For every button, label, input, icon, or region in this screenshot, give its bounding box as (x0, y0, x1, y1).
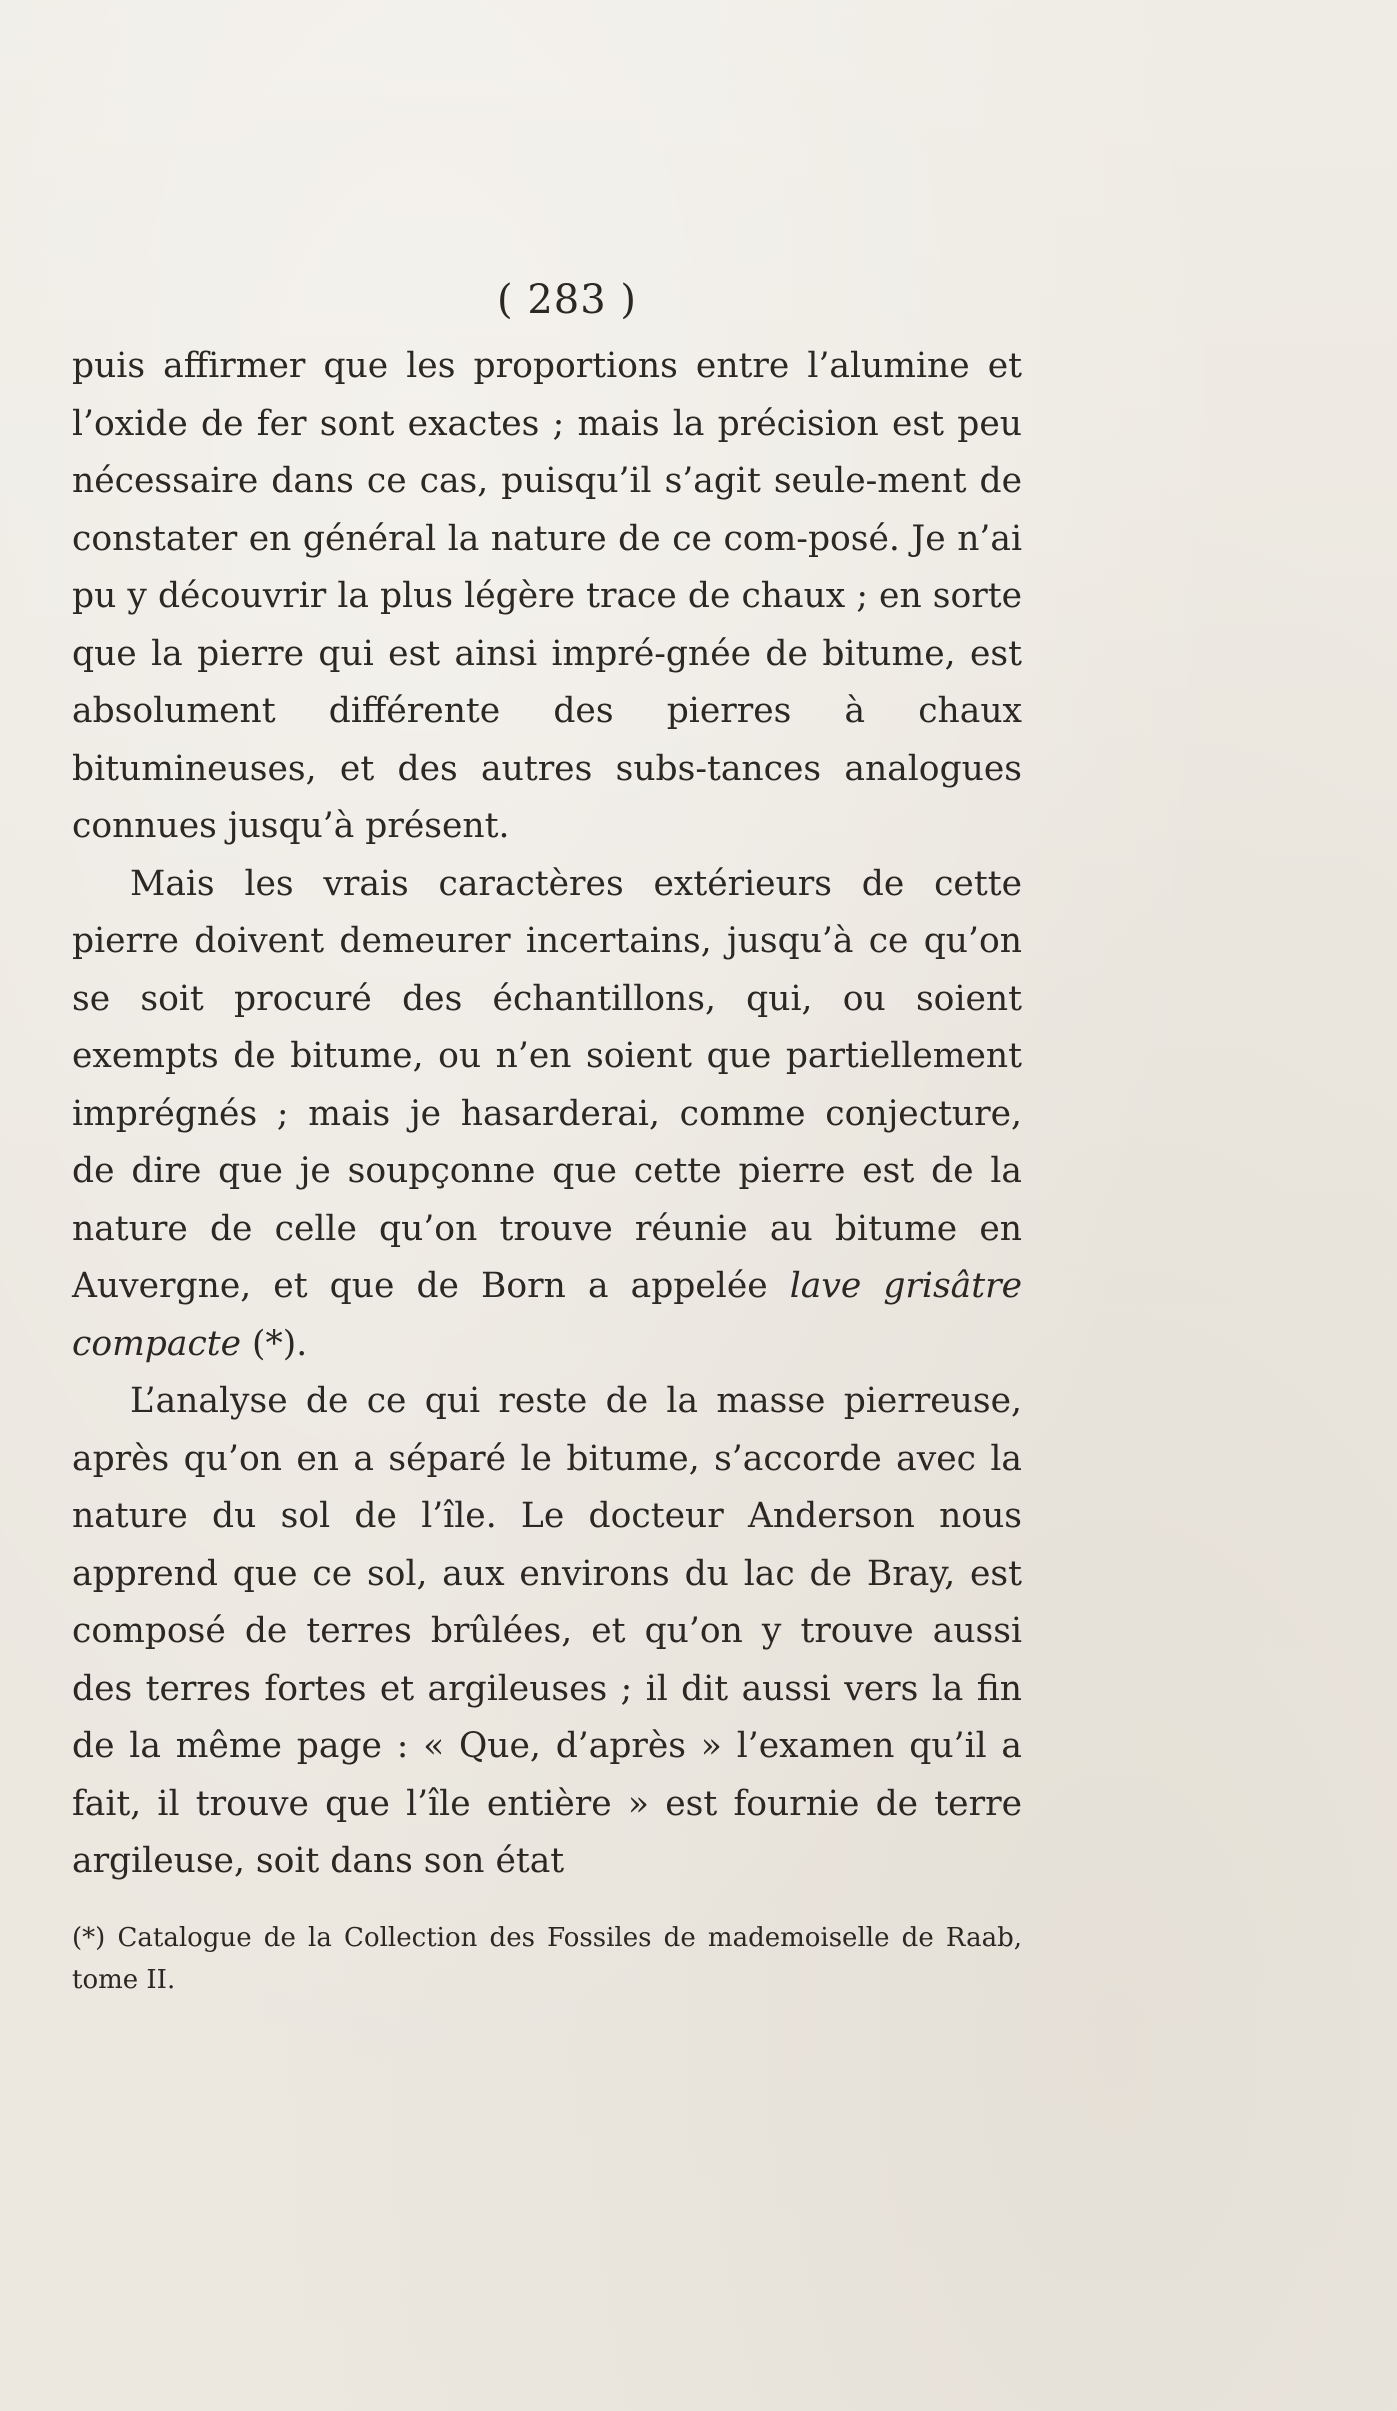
paragraph-3: L’analyse de ce qui reste de la masse pierreuse, après qu’on en a séparé le bitume, s’accorde avec la nature du sol de l’île. Le docteur Anderson nous apprend que ce sol, aux environs du lac de Bray, est composé de terres brûlées, et qu’on y trouve aussi des terres fortes et argileuses ; il dit aussi vers la fin de la même page : « Que, d’après » l’examen qu’il a fait, il trouve que l’île entière » est fournie de terre argileuse, soit dans son état (72, 1381, 1022, 1881)
paragraph-2-text-after: (*). (241, 1323, 308, 1364)
paragraph-1: puis affirmer que les proportions entre l’alumine et l’oxide de fer sont exactes ; mais la précision est peu nécessaire dans ce cas, puisqu’il s’agit seule-ment de constater en général la nature de ce com-posé. Je n’ai pu y découvrir la plus légère trace de chaux ; en sorte que la pierre qui est ainsi impré-gnée de bitume, est absolument différente des pierres à chaux bitumineuses, et des autres subs-tances analogues connues jusqu’à présent. (72, 346, 1022, 846)
paragraph-2-text-before: Mais les vrais caractères extérieurs de cette pierre doivent demeurer incertains, jusqu’à ce qu’on se soit procuré des échantillons, qui, ou soient exempts de bitume, ou n’en soient que partiellement imprégnés ; mais je hasarderai, comme conjecture, de dire que je soupçonne que cette pierre est de la nature de celle qu’on trouve réunie au bitume en Auvergne, et que de Born a appelée (72, 863, 1022, 1306)
footnote: (*) Catalogue de la Collection des Fossiles de mademoiselle de Raab, tome II. (72, 1922, 1022, 1995)
text-block (72, 277, 1023, 2001)
paragraph-2-italic-term: lave grisâtre compacte (72, 1266, 1023, 1364)
paragraph-2 (72, 856, 1022, 1374)
body-text (72, 338, 1022, 1891)
page-number: ( 283 ) (497, 277, 637, 323)
